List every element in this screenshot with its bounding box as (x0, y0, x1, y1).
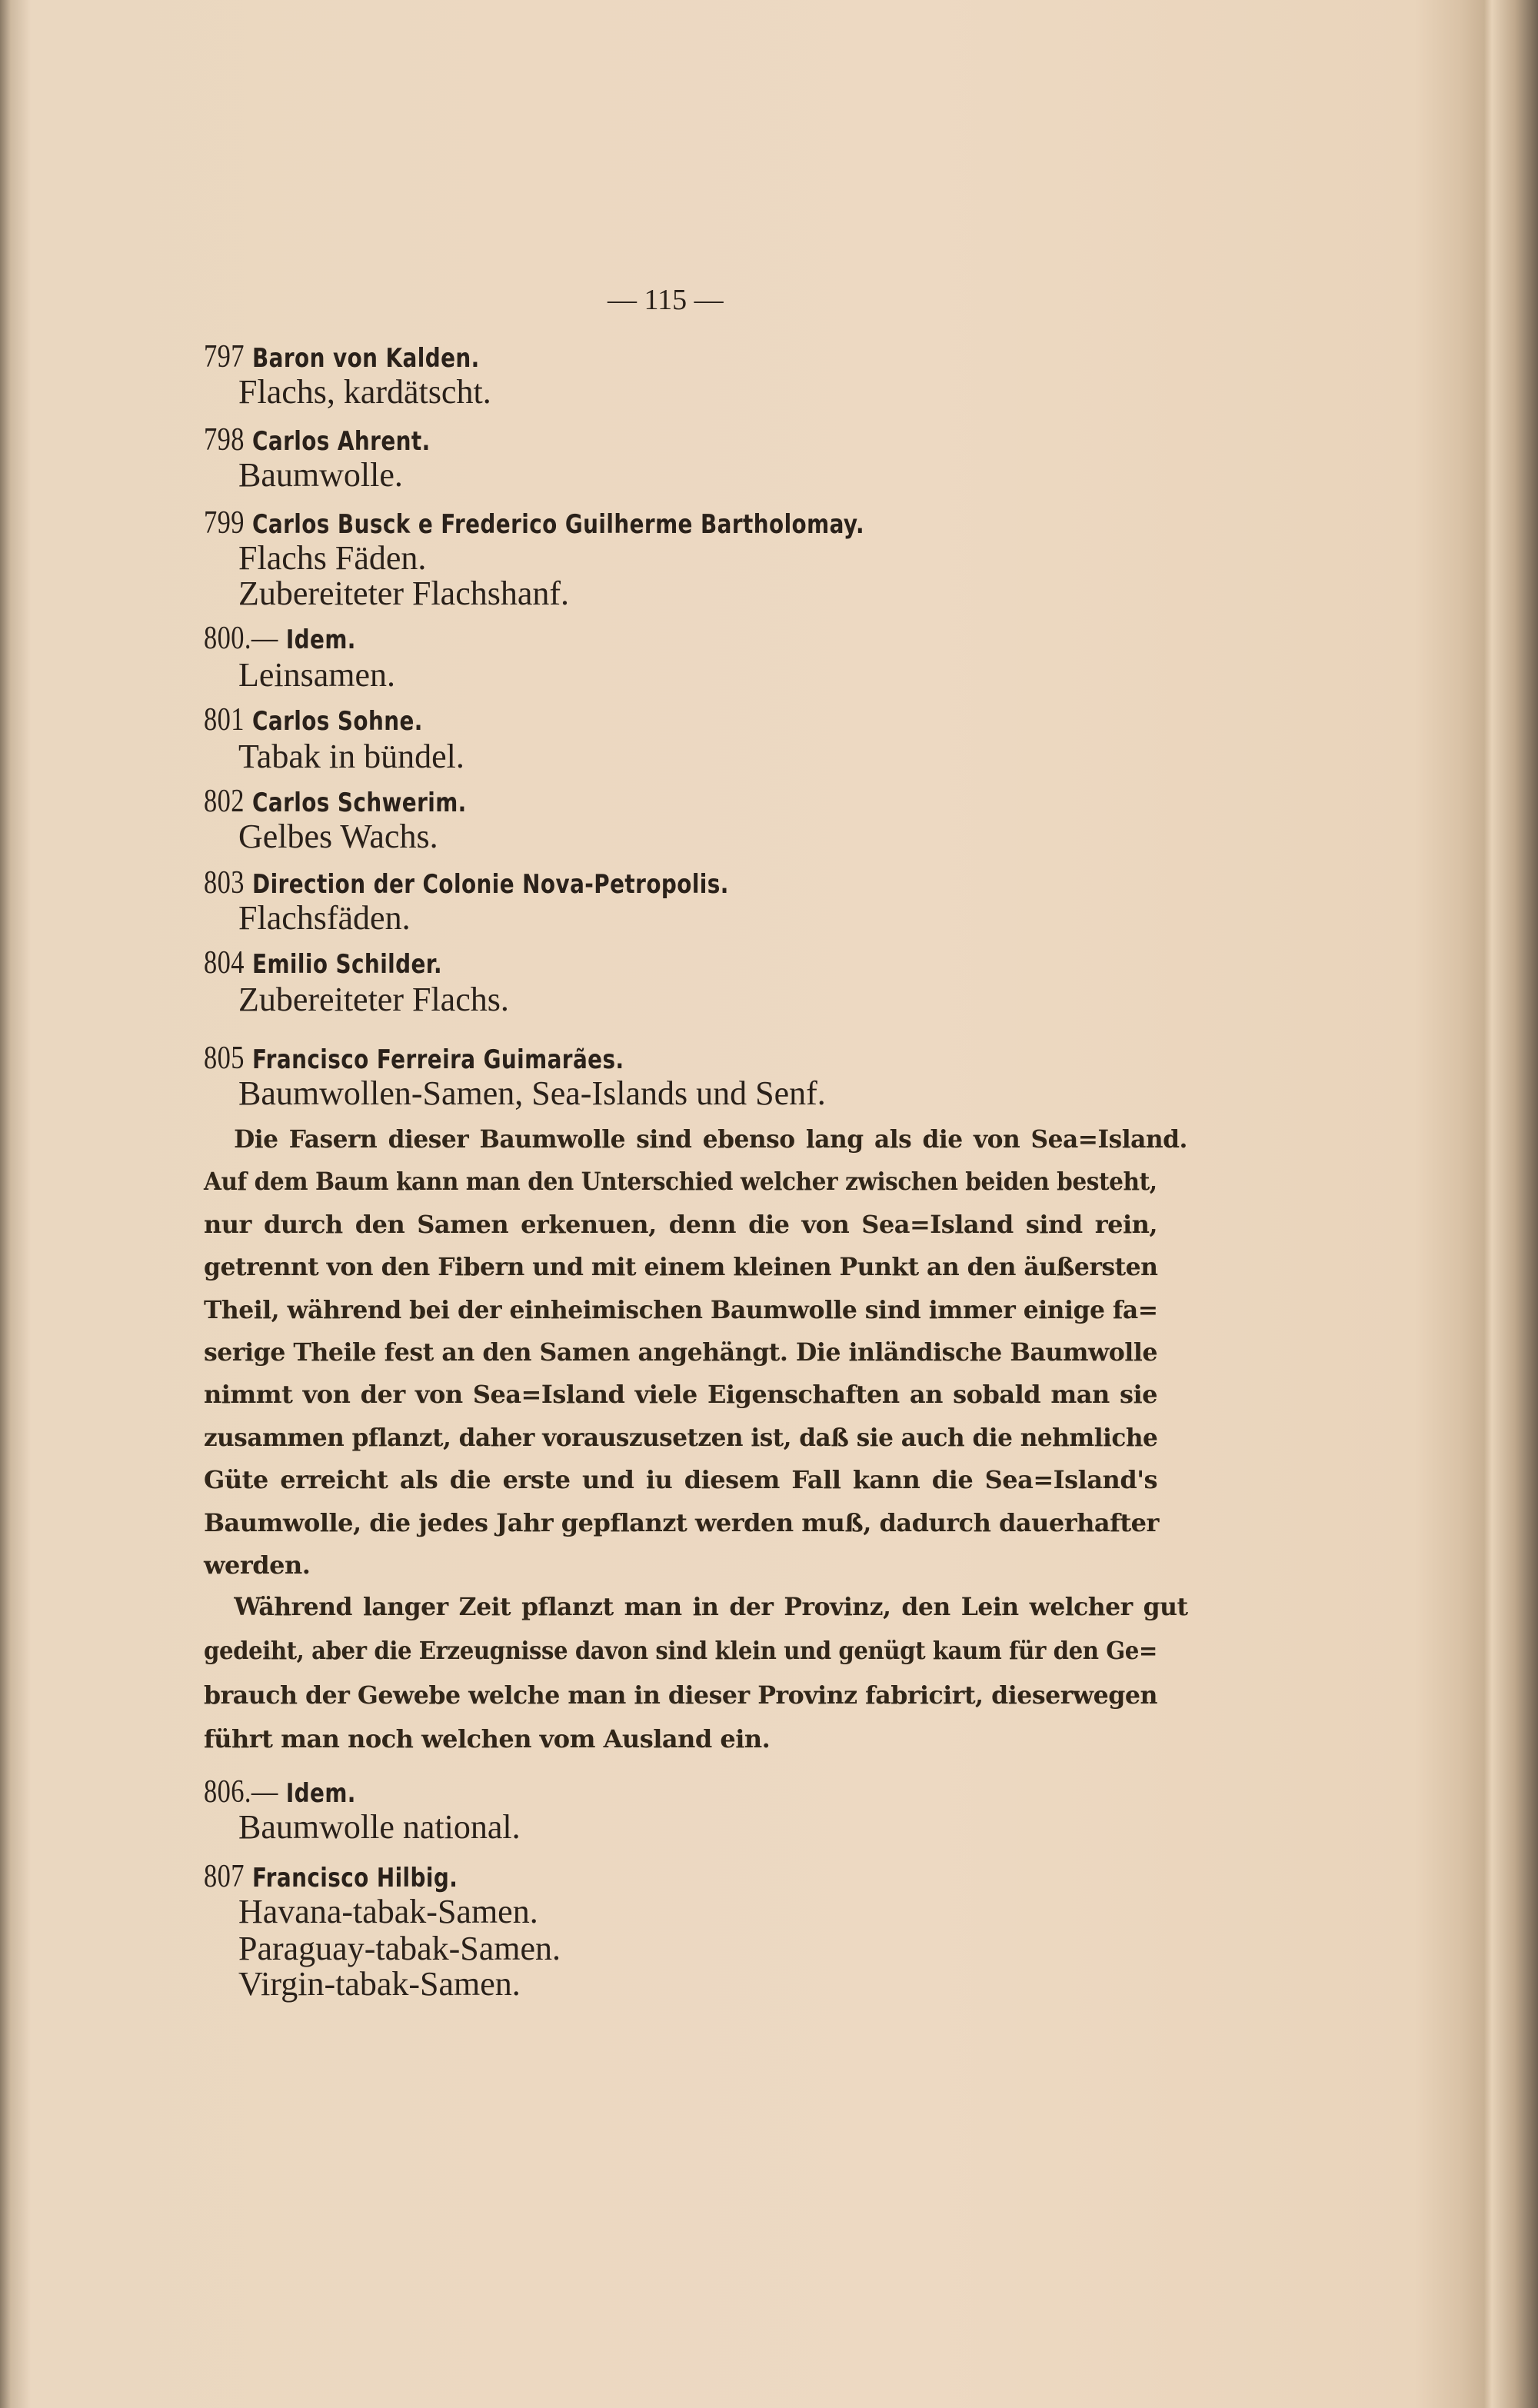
entry-item: Zubereiteter Flachshanf. (238, 575, 570, 612)
paragraph-line: gedeiht, aber die Erzeugnisse davon sind klein und genügt kaum für den Ge= (204, 1636, 1157, 1666)
entry-heading (204, 701, 423, 738)
entry-item: Gelbes Wachs. (238, 818, 438, 855)
entry-number: 805 (204, 1041, 245, 1076)
entry-heading (204, 1040, 624, 1077)
entry-item: Flachs, kardätscht. (238, 373, 491, 411)
exhibitor-name: Francisco Ferreira Guimarães. (252, 1044, 624, 1075)
entry-number: 806.— (204, 1774, 278, 1810)
entry-heading (204, 783, 467, 820)
entry-number: 803 (204, 865, 245, 901)
entry-heading (204, 620, 356, 657)
entry-heading (204, 338, 480, 375)
exhibitor-name: Carlos Ahrent. (252, 426, 431, 457)
entry-item: Baumwollen-Samen, Sea-Islands und Senf. (238, 1074, 826, 1112)
page-number: — 115 — (608, 284, 724, 316)
entry-item: Zubereiteter Flachs. (238, 981, 509, 1018)
entry-number: 807 (204, 1859, 245, 1894)
exhibitor-name: Carlos Schwerim. (252, 788, 467, 818)
paragraph-line: getrennt von den Fibern und mit einem kleinen Punkt an den äußersten (204, 1252, 1158, 1282)
entry-number: 801 (204, 702, 245, 738)
entry-item: Tabak in bündel. (238, 738, 464, 775)
paragraph-line: nimmt von der von Sea=Island viele Eigenschaften an sobald man sie (204, 1380, 1157, 1410)
entry-number: 799 (204, 505, 245, 541)
exhibitor-name: Idem. (285, 1778, 356, 1809)
paragraph-line: Während langer Zeit pflanzt man in der Provinz, den Lein welcher gut (234, 1592, 1188, 1621)
paragraph-line: werden. (204, 1550, 311, 1580)
paragraph-line: Auf dem Baum kann man den Unterschied welcher zwischen beiden besteht, (204, 1167, 1157, 1197)
entry-heading (204, 505, 864, 541)
exhibitor-name: Emilio Schilder. (252, 949, 442, 980)
paragraph-line: brauch der Gewebe welche man in dieser Provinz fabricirt, dieserwegen (204, 1680, 1157, 1710)
entry-item: Flachs Fäden. (238, 539, 427, 577)
exhibitor-name: Francisco Hilbig. (252, 1863, 458, 1893)
paragraph-line: Die Fasern dieser Baumwolle sind ebenso lang als die von Sea=Island. (234, 1124, 1187, 1154)
entry-heading (204, 1774, 356, 1810)
entry-item: Baumwolle. (238, 456, 403, 494)
entry-item: Paraguay-tabak-Samen. (238, 1930, 561, 1967)
entry-heading (204, 864, 729, 901)
entry-heading (204, 1858, 458, 1895)
exhibitor-name: Direction der Colonie Nova-Petropolis. (252, 869, 729, 900)
paragraph-line: Baumwolle, die jedes Jahr gepflanzt werden muß, dadurch dauerhafter (204, 1507, 1159, 1537)
exhibitor-name: Carlos Sohne. (252, 706, 423, 737)
entry-number: 802 (204, 784, 245, 819)
entry-item: Virgin-tabak-Samen. (238, 1965, 521, 2003)
paragraph-line: Theil, während bei der einheimischen Baumwolle sind immer einige fa= (204, 1294, 1158, 1324)
entry-number: 800.— (204, 621, 278, 656)
exhibitor-name: Idem. (285, 624, 356, 655)
entry-heading (204, 421, 431, 458)
paragraph-line: serige Theile fest an den Samen angehängt. Die inländische Baumwolle (204, 1337, 1157, 1367)
entry-number: 798 (204, 422, 245, 458)
paragraph-line: nur durch den Samen erkenuen, denn die von Sea=Island sind rein, (204, 1209, 1157, 1239)
paragraph-line: zusammen pflanzt, daher vorauszusetzen ist, daß sie auch die nehmliche (204, 1422, 1158, 1452)
paragraph-line: führt man noch welchen vom Ausland ein. (204, 1724, 771, 1754)
entry-item: Havana-tabak-Samen. (238, 1893, 538, 1930)
entry-item: Baumwolle national. (238, 1808, 521, 1846)
entry-heading (204, 944, 442, 981)
entry-number: 797 (204, 339, 245, 375)
paragraph-line: Güte erreicht als die erste und iu diesem Fall kann die Sea=Island's (204, 1465, 1157, 1495)
entry-number: 804 (204, 945, 245, 981)
exhibitor-name: Carlos Busck e Frederico Guilherme Bartholomay. (252, 509, 864, 540)
entry-item: Flachsfäden. (238, 899, 411, 937)
exhibitor-name: Baron von Kalden. (252, 343, 480, 374)
entry-item: Leinsamen. (238, 656, 396, 694)
